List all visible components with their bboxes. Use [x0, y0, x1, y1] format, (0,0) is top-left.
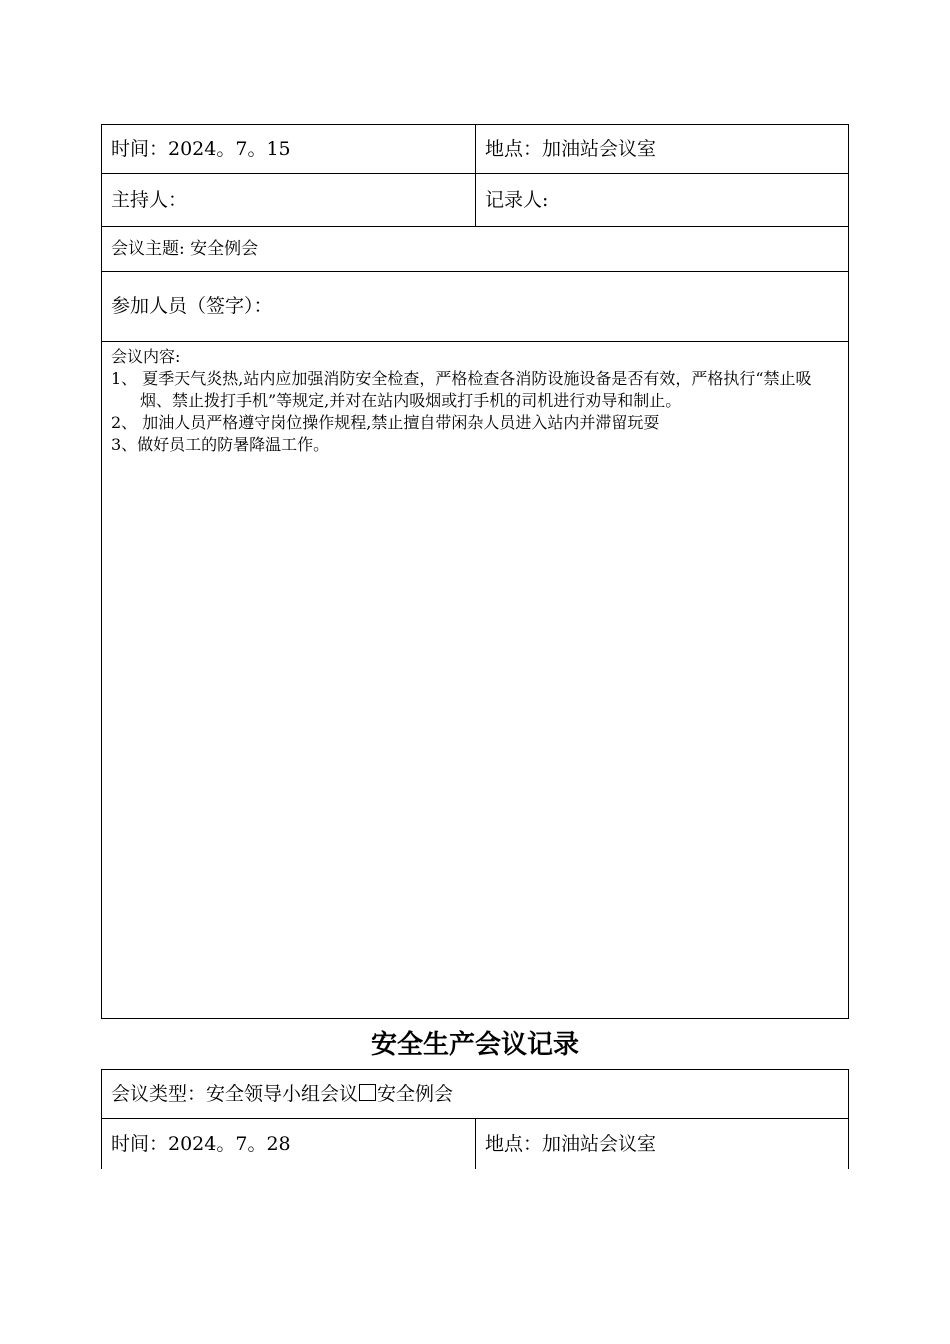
- location-cell-2: 地点：加油站会议室: [476, 1119, 849, 1170]
- meeting-type-prefix: 会议类型：安全领导小组会议: [111, 1082, 359, 1105]
- location-cell: 地点：加油站会议室: [476, 125, 849, 174]
- time-location-row: [102, 125, 849, 174]
- meeting-record-table-2: [101, 1069, 849, 1169]
- meeting-record-table-1: [101, 124, 849, 1019]
- content-row: [102, 342, 849, 1019]
- recorder-cell: 记录人:: [476, 174, 849, 227]
- time-cell: 时间：2024。7。15: [102, 125, 476, 174]
- time-cell-2: 时间：2024。7。28: [102, 1119, 476, 1170]
- host-recorder-row: [102, 174, 849, 227]
- topic-cell: 会议主题: 安全例会: [102, 227, 849, 272]
- host-cell: 主持人：: [102, 174, 476, 227]
- attendees-row: [102, 272, 849, 342]
- content-cell: [102, 342, 849, 1019]
- content-item: 3、做好员工的防暑降温工作。: [111, 435, 330, 454]
- meeting-type-row: [102, 1070, 849, 1119]
- content-item: 2、 加油人员严格遵守岗位操作规程,禁止擅自带闲杂人员进入站内并滞留玩耍: [111, 413, 660, 432]
- meeting-type-suffix: 安全例会: [377, 1082, 454, 1105]
- content-heading: 会议内容:: [111, 347, 181, 366]
- content-list: [111, 368, 842, 456]
- time-location-row-2: [102, 1119, 849, 1170]
- document-title: 安全生产会议记录: [370, 1030, 579, 1060]
- checkbox-empty-icon: [359, 1084, 376, 1101]
- topic-row: [102, 227, 849, 272]
- content-item: 1、 夏季天气炎热,站内应加强消防安全检查，严格检查各消防设施设备是否有效，严格执行“禁止吸烟、禁止拨打手机”等规定,并对在站内吸烟或打手机的司机进行劝导和制止。: [111, 369, 812, 410]
- attendees-cell: 参加人员（签字）：: [102, 272, 849, 342]
- meeting-type-cell: [102, 1070, 849, 1119]
